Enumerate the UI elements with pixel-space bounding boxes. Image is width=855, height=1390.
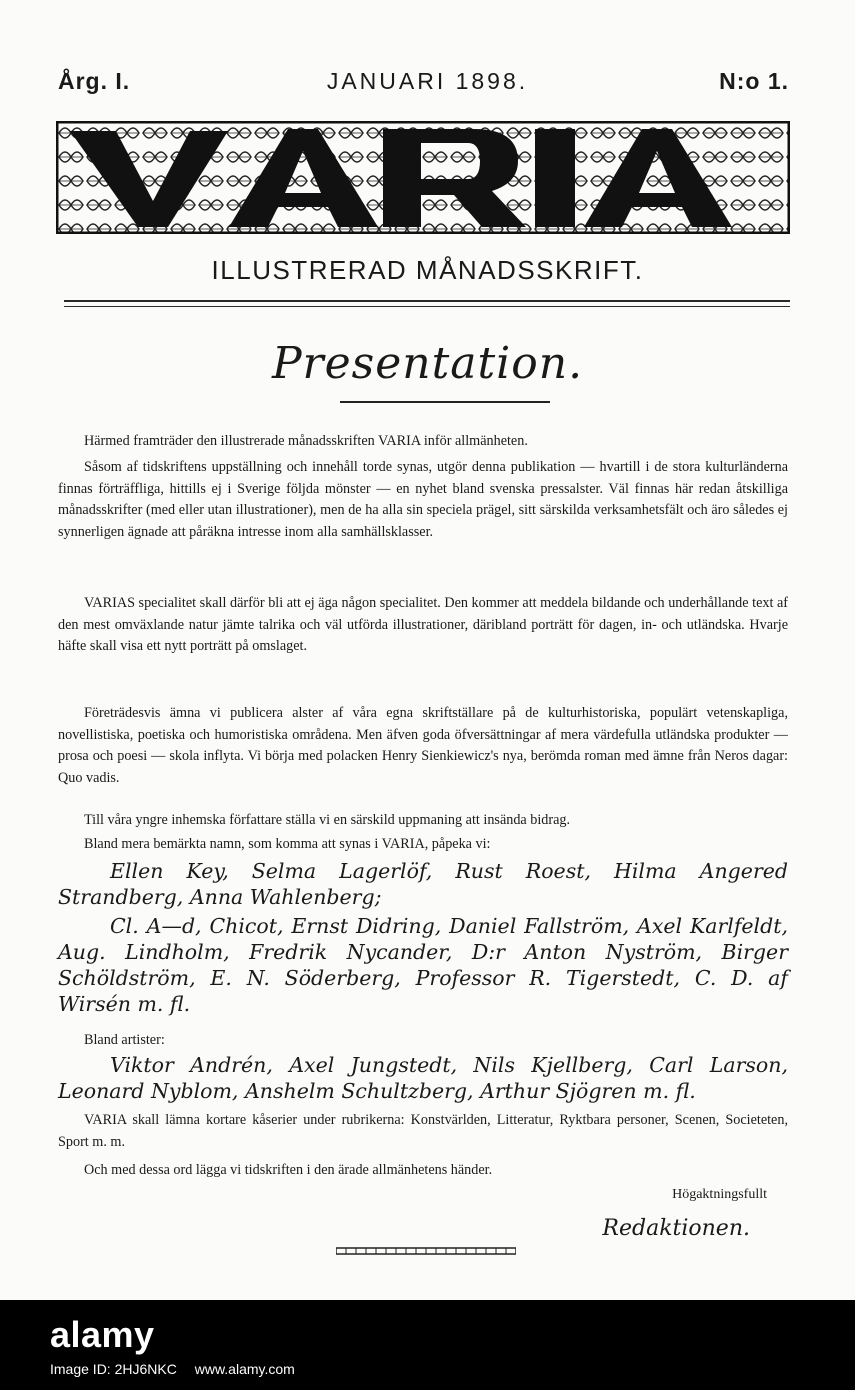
image-id: Image ID: 2HJ6NKC: [50, 1361, 177, 1377]
paragraph-2: Såsom af tidskriftens uppställning och innehåll torde synas, utgör denna publikation — hvartill i de stora kulturländerna finnas förträffliga, hittills ej i Sverige följda mönster — en nyhet bland svenska pressalster. Väl finnas här redan åtskilliga månadsskrifter (med eller utan illustrationer), men de ha alla sin speciela prägel, sitt särskilda verksamhetsfält och äro således ej synnerligen ägnade att påräkna intresse inom alla samhällsklasser.: [58, 459, 788, 540]
paragraph-3: VARIAS specialitet skall därför bli att ej äga någon specialitet. Den kommer att meddela bildande och underhållande text af den mest omväxlande natur jämte talrika och väl utförda illustrationer, däribland porträtt för dagen, in- och utländska. Hvarje häfte skall visa ett nytt porträtt på omslaget.: [58, 595, 788, 655]
names-artists: Viktor Andrén, Axel Jungstedt, Nils Kjellberg, Carl Larson, Leonard Nyblom, Anshelm Schultzberg, Arthur Sjögren m. fl.: [58, 1053, 788, 1103]
paragraph-4: Företrädesvis ämna vi publicera alster af våra egna skriftställare på de kulturhistoriska, populärt vetenskapliga, novellistiska, poetiska och humoristiska områdena. Men äfven goda öfversättningar af mera värdefulla utländska produkter — prosa och poesi — skola inflyta. Vi börja med polacken Henry Sienkiewicz's nya, berömda roman med ämne från Neros dagar: Quo vadis.: [58, 705, 788, 786]
volume-label: Årg. I.: [58, 68, 131, 94]
paragraph-6: Bland mera bemärkta namn, som komma att synas i VARIA, påpeka vi:: [84, 836, 491, 852]
signature-closing: Högaktningsfullt: [672, 1187, 767, 1202]
paragraph-7: Bland artister:: [84, 1032, 165, 1048]
end-ornament: [336, 1246, 516, 1256]
names-authors-men: Cl. A—d, Chicot, Ernst Didring, Daniel Fallström, Axel Karlfeldt, Aug. Lindholm, Fredrik Nycander, D:r Anton Nyström, Birger Schöldström, E. N. Söderberg, Professor R. Tigerstedt, C. D. af Wirsén m. fl.: [58, 914, 788, 1016]
divider-rule: [64, 300, 790, 302]
heading: Presentation.: [271, 338, 584, 389]
paragraph-9: Och med dessa ord lägga vi tidskriften i den ärade allmänhetens händer.: [84, 1162, 493, 1178]
subtitle: ILLUSTRERAD MÅNADSSKRIFT.: [211, 255, 644, 285]
stock-url: www.alamy.com: [194, 1361, 295, 1377]
stock-logo-text: alamy: [50, 1314, 155, 1355]
stock-meta: [50, 1361, 309, 1377]
heading-underline: [340, 401, 550, 403]
issue-date: JANUARI 1898.: [326, 68, 529, 94]
names-authors-women: Ellen Key, Selma Lagerlöf, Rust Roest, Hilma Angered Strandberg, Anna Wahlenberg;: [58, 859, 788, 909]
paragraph-5: Till våra yngre inhemska författare ställa vi en särskild uppmaning att insända bidrag.: [84, 812, 571, 828]
paragraph-8: VARIA skall lämna kortare kåserier under rubrikerna: Konstvärlden, Litteratur, Ryktbara personer, Scenen, Societeten, Sport m. m.: [58, 1112, 788, 1150]
paragraph-1: Härmed framträder den illustrerade månadsskriften VARIA inför allmänheten.: [84, 433, 528, 449]
issue-number: N:o 1.: [719, 68, 789, 94]
signature-name: Redaktionen.: [602, 1216, 750, 1241]
masthead-logo: [56, 121, 790, 234]
divider-rule-thin: [64, 306, 790, 307]
